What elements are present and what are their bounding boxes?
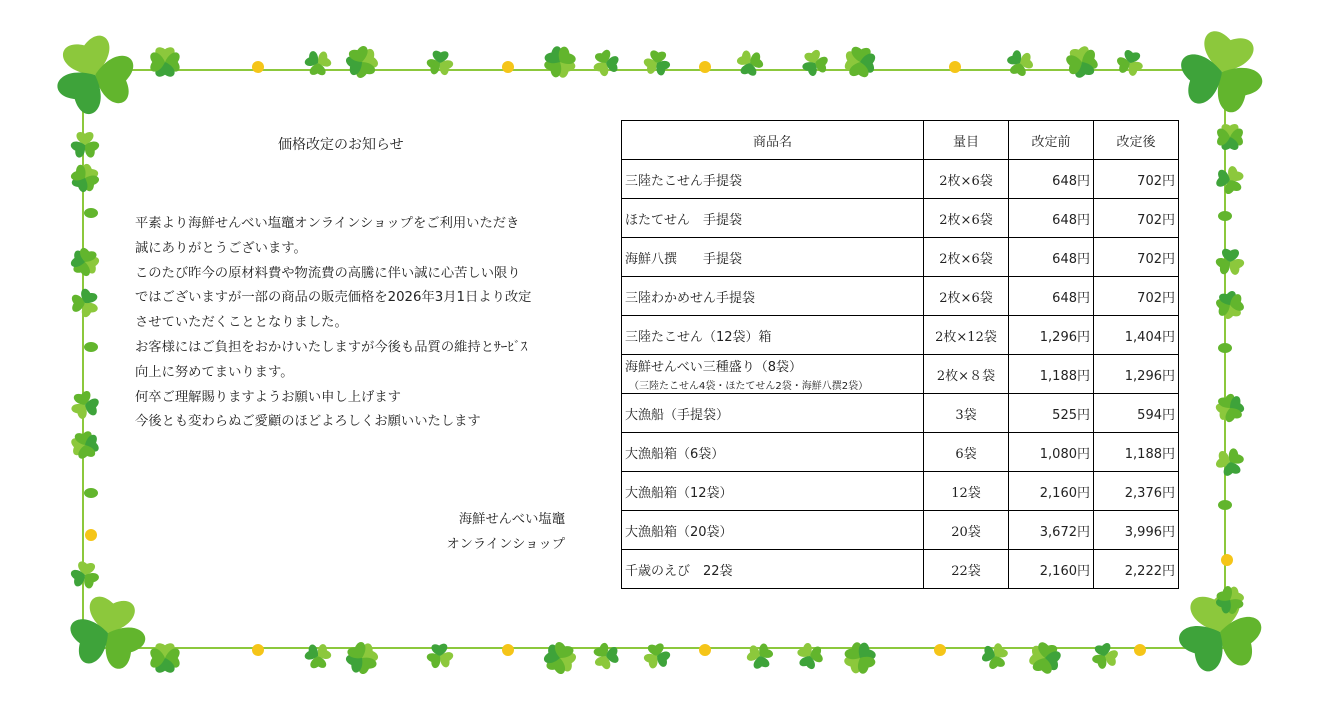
product-name: ほたてせん 手提袋	[625, 212, 743, 228]
yellow-dot	[1221, 554, 1233, 566]
price-after-cell: 702円	[1094, 238, 1179, 277]
leaf-dot	[1218, 343, 1232, 353]
header-price-before: 改定前	[1009, 121, 1094, 160]
table-row	[622, 199, 1179, 238]
table-row	[622, 472, 1179, 511]
quantity-cell: 12袋	[924, 472, 1009, 511]
clover-icon	[343, 43, 381, 81]
price-table	[621, 120, 1179, 589]
clover-icon	[70, 132, 101, 159]
product-name-cell	[622, 550, 924, 589]
leaf-dot	[84, 488, 98, 498]
price-after-cell: 1,188円	[1094, 433, 1179, 472]
price-before-cell: 648円	[1009, 160, 1094, 199]
quantity-cell: 2枚×6袋	[924, 199, 1009, 238]
product-name-cell	[622, 277, 924, 316]
quantity-cell: 20袋	[924, 511, 1009, 550]
price-before-cell: 648円	[1009, 277, 1094, 316]
clover-icon	[65, 384, 106, 425]
product-name: 海鮮八撰 手提袋	[625, 251, 743, 267]
price-after-cell: 702円	[1094, 199, 1179, 238]
notice-body-line: させていただくこととなりました。	[135, 315, 348, 331]
signature-shop: オンラインショップ	[446, 536, 565, 552]
clover-icon	[797, 47, 832, 80]
leaf-dot	[84, 208, 98, 218]
price-before-cell: 525円	[1009, 394, 1094, 433]
clover-icon	[1111, 44, 1149, 82]
header-quantity: 量目	[924, 121, 1009, 160]
clover-icon	[1214, 289, 1246, 321]
product-name: 大漁船箱（6袋）	[625, 446, 725, 462]
clover-icon	[839, 637, 880, 678]
clover-icon	[1004, 46, 1036, 81]
price-after-cell: 1,404円	[1094, 316, 1179, 355]
clover-icon	[70, 430, 100, 460]
clover-icon	[1209, 160, 1250, 201]
clover-icon	[299, 637, 336, 675]
table-row	[622, 394, 1179, 433]
header-price-after: 改定後	[1094, 121, 1179, 160]
clover-icon	[844, 46, 876, 78]
price-before-cell: 2,160円	[1009, 550, 1094, 589]
product-name-cell	[622, 355, 924, 394]
price-after-cell: 2,376円	[1094, 472, 1179, 511]
product-name-cell	[622, 511, 924, 550]
clover-icon	[342, 638, 383, 679]
clover-icon	[1064, 44, 1100, 80]
yellow-dot	[699, 644, 711, 656]
product-name-cell	[622, 316, 924, 355]
notice-body-line: ではございますが一部の商品の販売価格を2026年3月1日より改定	[135, 290, 532, 306]
quantity-cell: 3袋	[924, 394, 1009, 433]
price-before-cell: 3,672円	[1009, 511, 1094, 550]
table-row	[622, 550, 1179, 589]
notice-title: 価格改定のお知らせ	[278, 137, 404, 153]
quantity-cell: 2枚×８袋	[924, 355, 1009, 394]
table-row	[622, 355, 1179, 394]
clover-icon	[1089, 639, 1120, 673]
product-name: 海鮮せんべい三種盛り（8袋）	[625, 360, 803, 375]
leaf-dot	[1218, 211, 1232, 221]
price-before-cell: 648円	[1009, 199, 1094, 238]
yellow-dot	[1134, 644, 1146, 656]
table-row	[622, 160, 1179, 199]
header-product-name: 商品名	[622, 121, 924, 160]
yellow-dot	[502, 61, 514, 73]
table-row	[622, 433, 1179, 472]
product-name: 三陸わかめせん手提袋	[625, 290, 756, 306]
product-name-cell	[622, 472, 924, 511]
yellow-dot	[502, 644, 514, 656]
clover-icon	[976, 637, 1014, 675]
notice-body-line: 何卒ご理解賜りますようお願い申し上げます	[135, 389, 401, 405]
clover-icon	[1213, 391, 1247, 425]
price-table-header	[622, 121, 1179, 160]
quantity-cell: 2枚×6袋	[924, 277, 1009, 316]
corner-clover-icon	[42, 26, 149, 126]
leaf-dot	[1218, 500, 1232, 510]
clover-icon	[150, 47, 179, 76]
product-name-cell	[622, 238, 924, 277]
clover-icon	[65, 283, 105, 322]
clover-icon	[1210, 241, 1249, 282]
yellow-dot	[699, 61, 711, 73]
clover-icon	[640, 45, 674, 81]
corner-clover-icon	[1168, 24, 1276, 123]
clover-icon	[68, 245, 101, 278]
price-after-cell: 1,296円	[1094, 355, 1179, 394]
clover-icon	[67, 560, 102, 592]
signature	[446, 508, 565, 557]
product-name: 千歳のえび 22袋	[625, 563, 733, 579]
notice-body-line: このたび昨今の原材料費や物流費の高騰に伴い誠に心苦しい限り	[135, 265, 521, 281]
yellow-dot	[85, 529, 97, 541]
clover-icon	[1027, 640, 1063, 676]
clover-icon	[744, 638, 777, 674]
price-after-cell: 594円	[1094, 394, 1179, 433]
clover-icon	[541, 639, 580, 678]
notice-body-line: お客様にはご負担をおかけいたしますが今後も品質の維持とｻｰﾋﾞｽ	[135, 339, 528, 355]
table-row	[622, 511, 1179, 550]
table-row	[622, 277, 1179, 316]
clover-icon	[639, 637, 677, 675]
clover-icon	[539, 41, 580, 82]
price-after-cell: 702円	[1094, 160, 1179, 199]
notice-body-line: 向上に努めてまいります。	[135, 364, 294, 380]
price-after-cell: 702円	[1094, 277, 1179, 316]
product-name: 三陸たこせん手提袋	[625, 173, 743, 189]
yellow-dot	[252, 61, 264, 73]
product-name: 大漁船箱（12袋）	[625, 485, 733, 501]
product-name-cell	[622, 160, 924, 199]
notice-body-line: 誠にありがとうございます。	[135, 240, 307, 256]
yellow-dot	[949, 61, 961, 73]
leaf-dot	[84, 342, 98, 352]
quantity-cell: 2枚×6袋	[924, 238, 1009, 277]
price-before-cell: 1,296円	[1009, 316, 1094, 355]
product-name: 三陸たこせん（12袋）箱	[625, 329, 772, 345]
price-after-cell: 3,996円	[1094, 511, 1179, 550]
clover-icon	[791, 637, 829, 675]
product-name-cell	[622, 433, 924, 472]
product-name: 大漁船箱（20袋）	[625, 524, 733, 540]
table-row	[622, 238, 1179, 277]
product-name-cell	[622, 394, 924, 433]
notice-body-line: 今後とも変わらぬご愛顧のほどよろしくお願いいたします	[135, 414, 481, 430]
yellow-dot	[252, 644, 264, 656]
clover-icon	[67, 160, 103, 196]
quantity-cell: 22袋	[924, 550, 1009, 589]
quantity-cell: 6袋	[924, 433, 1009, 472]
clover-icon	[588, 638, 624, 672]
clover-icon	[422, 637, 457, 674]
quantity-cell: 2枚×12袋	[924, 316, 1009, 355]
price-after-cell: 2,222円	[1094, 550, 1179, 589]
clover-icon	[587, 44, 625, 81]
product-subtitle: （三陸たこせん4袋・ほたてせん2袋・海鮮八撰2袋）	[629, 381, 869, 392]
clover-icon	[731, 44, 769, 82]
signature-company: 海鮮せんべい塩竈	[458, 512, 565, 527]
product-name: 大漁船（手提袋）	[625, 407, 730, 423]
price-before-cell: 1,080円	[1009, 433, 1094, 472]
quantity-cell: 2枚×6袋	[924, 160, 1009, 199]
corner-clover-icon	[61, 592, 155, 677]
notice-body	[135, 212, 575, 435]
table-row	[622, 316, 1179, 355]
clover-icon	[1217, 124, 1243, 150]
clover-icon	[1213, 443, 1248, 480]
notice-body-line: 平素より海鮮せんべい塩竈オンラインショップをご利用いただき	[135, 216, 520, 231]
price-before-cell: 1,188円	[1009, 355, 1094, 394]
price-before-cell: 2,160円	[1009, 472, 1094, 511]
clover-icon	[300, 45, 336, 82]
yellow-dot	[934, 644, 946, 656]
product-name-cell	[622, 199, 924, 238]
price-before-cell: 648円	[1009, 238, 1094, 277]
clover-icon	[421, 44, 458, 82]
